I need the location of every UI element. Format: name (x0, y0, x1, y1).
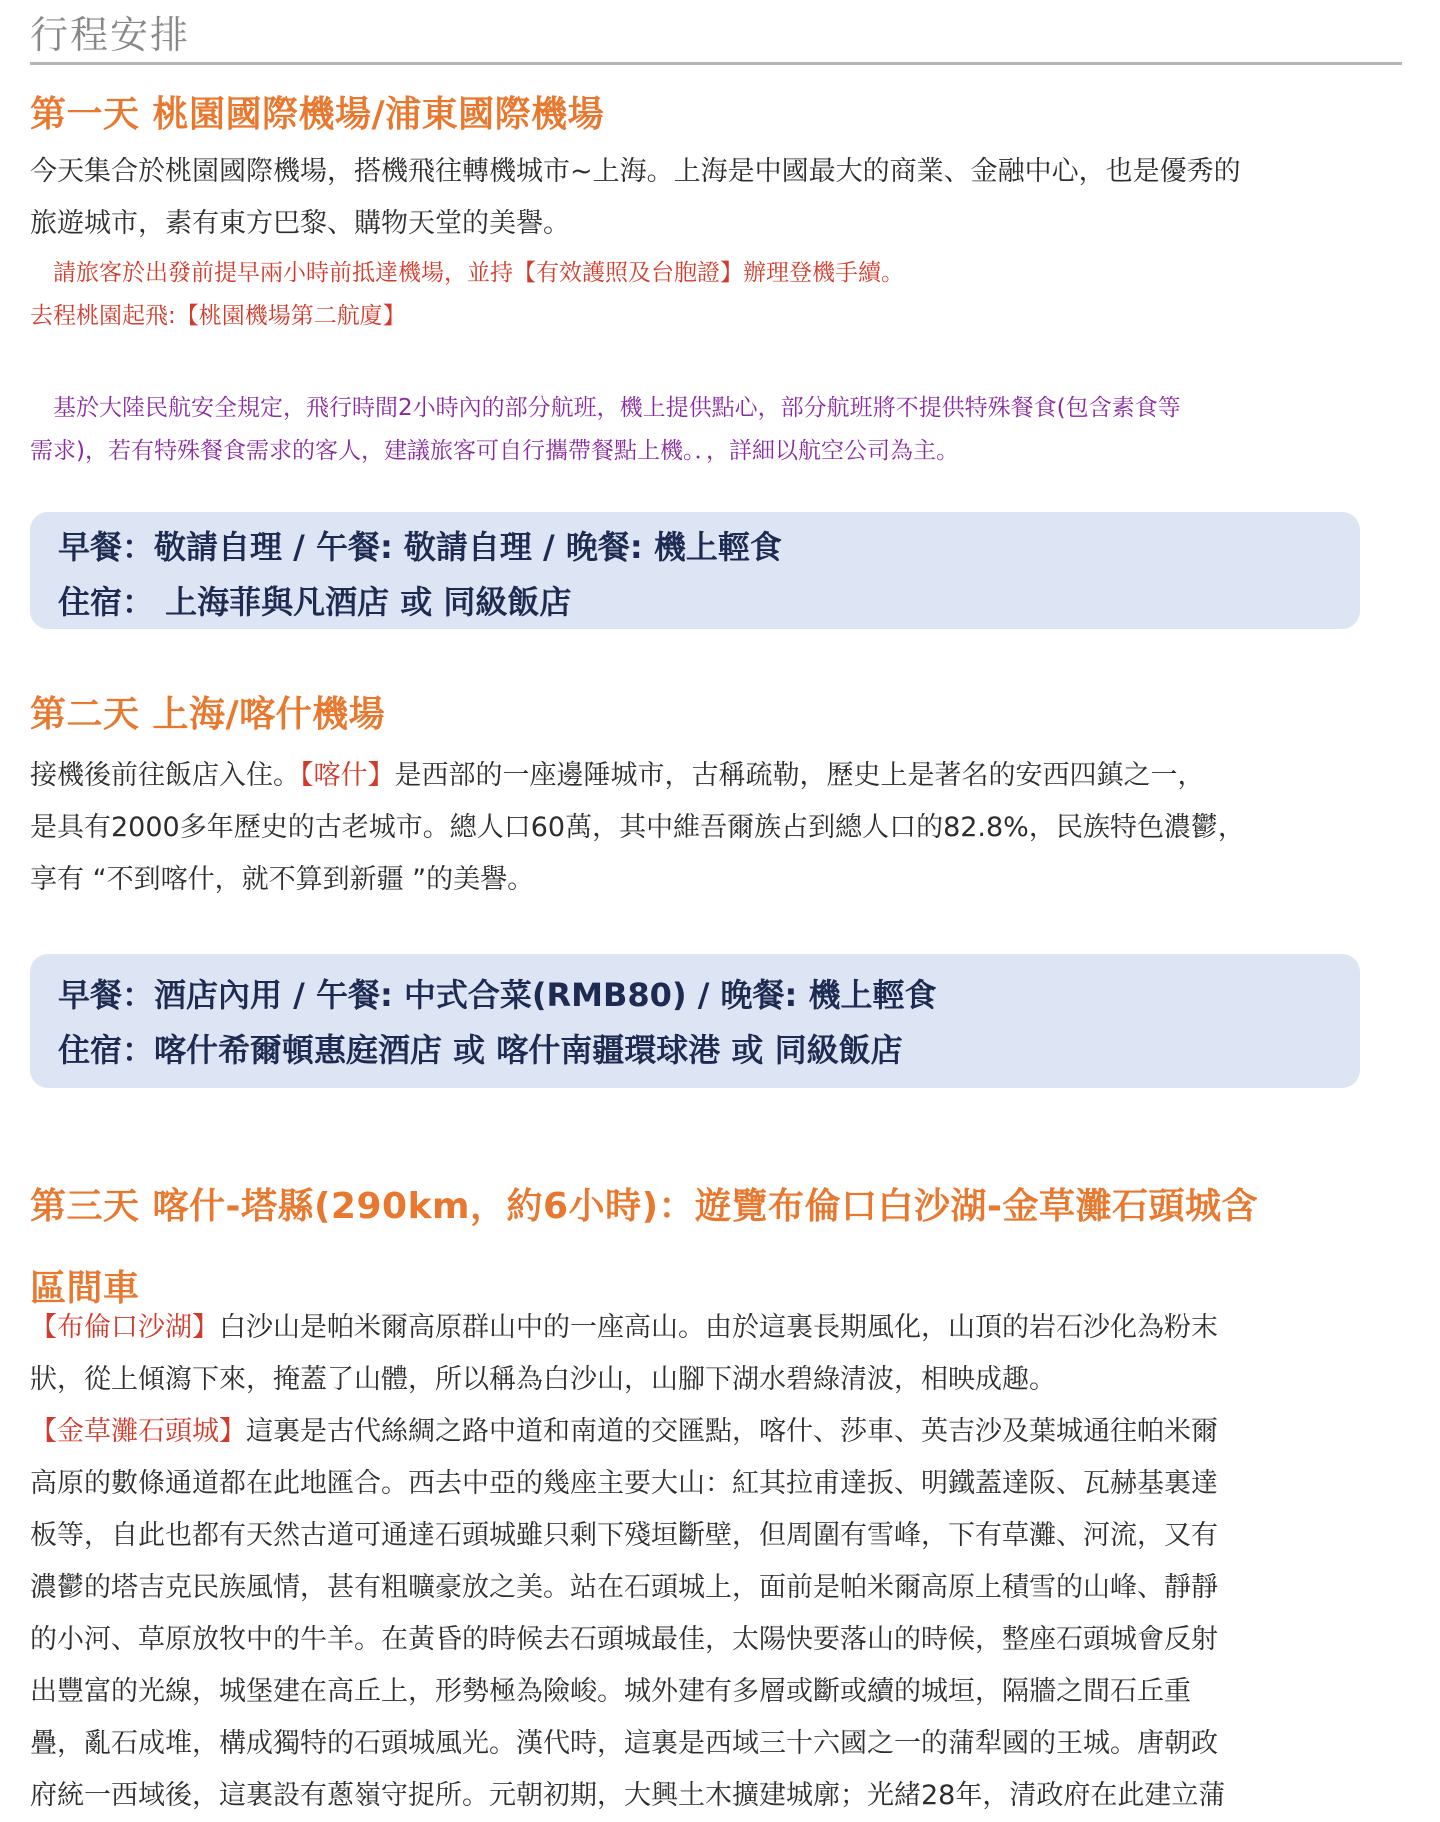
day3-stone-city (30, 1406, 1420, 1822)
day2-desc-line: 享有 “不到喀什，就不算到新疆 ”的美譽。 (30, 864, 535, 895)
day3-text: 白沙山是帕米爾高原群山中的一座高山。由於這裏長期風化，山頂的岩石沙化為粉末 (219, 1312, 1218, 1343)
day3-text: 高原的數條通道都在此地匯合。西去中亞的幾座主要大山：紅其拉甫達扳、明鐵蓋達阪、瓦赫基裏達 (30, 1468, 1218, 1499)
day2-desc-line: 是具有2000多年歷史的古老城市。總人口60萬，其中維吾爾族占到總人口的82.8%，民族特色濃鬱， (30, 812, 1245, 843)
day2-title: 第二天 上海/喀什機場 (30, 694, 386, 735)
day1-title: 第一天 桃園國際機場/浦東國際機場 (30, 94, 605, 135)
day2-hotel: 住宿：喀什希爾頓惠庭酒店 或 喀什南疆環球港 或 同級飯店 (58, 1031, 903, 1069)
stone-city-highlight: 【金草灘石頭城】 (30, 1416, 246, 1447)
day1-desc-line: 今天集合於桃園國際機場，搭機飛往轉機城市~上海。上海是中國最大的商業、金融中心，也是優秀的 (30, 156, 1241, 187)
day1-note-line: 基於大陸民航安全規定，飛行時間2小時內的部分航班，機上提供點心，部分航班將不提供特殊餐食(包含素食等 (30, 395, 1181, 421)
day1-description (30, 146, 1420, 250)
day1-desc-line: 旅遊城市，素有東方巴黎、購物天堂的美譽。 (30, 208, 570, 239)
day3-text: 狀，從上傾瀉下來，掩蓋了山體，所以稱為白沙山，山腳下湖水碧綠清波，相映成趣。 (30, 1364, 1056, 1395)
day3-text: 府統一西域後，這裏設有蔥嶺守捉所。元朝初期，大興土木擴建城廓；光緒28年，清政府在此建立蒲 (30, 1780, 1226, 1811)
day2-info-box (30, 954, 1360, 1088)
day1-hotel: 住宿： 上海菲與凡酒店 或 同級飯店 (58, 583, 572, 621)
day1-info-box (30, 512, 1360, 629)
day3-text: 這裏是古代絲綢之路中道和南道的交匯點，喀什、莎車、英吉沙及葉城通往帕米爾 (246, 1416, 1218, 1447)
day3-text: 的小河、草原放牧中的牛羊。在黃昏的時候去石頭城最佳，太陽快要落山的時候，整座石頭城會反射 (30, 1624, 1218, 1655)
day2-desc-text: 是西部的一座邊陲城市，古稱疏勒，歷史上是著名的安西四鎮之一， (394, 760, 1205, 791)
day1-airport-note (30, 252, 1420, 338)
day2-meals: 早餐：酒店內用 / 午餐: 中式合菜(RMB80) / 晚餐: 機上輕食 (58, 976, 937, 1014)
day1-meals: 早餐：敬請自理 / 午餐: 敬請自理 / 晚餐: 機上輕食 (58, 528, 782, 566)
day1-note-line: 請旅客於出發前提早兩小時前抵達機場，並持【有效護照及台胞證】辦理登機手續。 (30, 260, 904, 286)
day1-note-line: 需求)，若有特殊餐食需求的客人，建議旅客可自行攜帶餐點上機。．，詳細以航空公司為主。 (30, 438, 959, 464)
section-title: 行程安排 (30, 13, 191, 57)
section-divider (30, 62, 1402, 65)
day3-text: 疊，亂石成堆，構成獨特的石頭城風光。漢代時，這裏是西域三十六國之一的蒲犁國的王城。唐朝政 (30, 1728, 1218, 1759)
day1-note-line: 去程桃園起飛:【桃園機場第二航廈】 (30, 303, 406, 329)
day3-title-line: 區間車 (30, 1268, 140, 1309)
day2-desc-text: 接機後前往飯店入住。 (30, 760, 300, 791)
white-sand-lake-highlight: 【布倫口沙湖】 (30, 1312, 219, 1343)
day3-text: 板等，自此也都有天然古道可通達石頭城雖只剩下殘垣斷壁，但周圍有雪峰，下有草灘、河流，又有 (30, 1520, 1218, 1551)
kashgar-highlight: 【喀什】 (300, 760, 395, 791)
day3-text: 出豐富的光線，城堡建在高丘上，形勢極為險峻。城外建有多層或斷或續的城垣，隔牆之間石丘重 (30, 1676, 1191, 1707)
day2-description (30, 750, 1420, 906)
day1-meal-policy-note (30, 387, 1420, 473)
day3-title-line: 第三天 喀什-塔縣(290km，約6小時)：遊覽布倫口白沙湖-金草灘石頭城含 (30, 1186, 1258, 1227)
day3-white-sand-lake (30, 1302, 1420, 1406)
day3-text: 濃鬱的塔吉克民族風情，甚有粗曠豪放之美。站在石頭城上，面前是帕米爾高原上積雪的山峰、靜靜 (30, 1572, 1218, 1603)
